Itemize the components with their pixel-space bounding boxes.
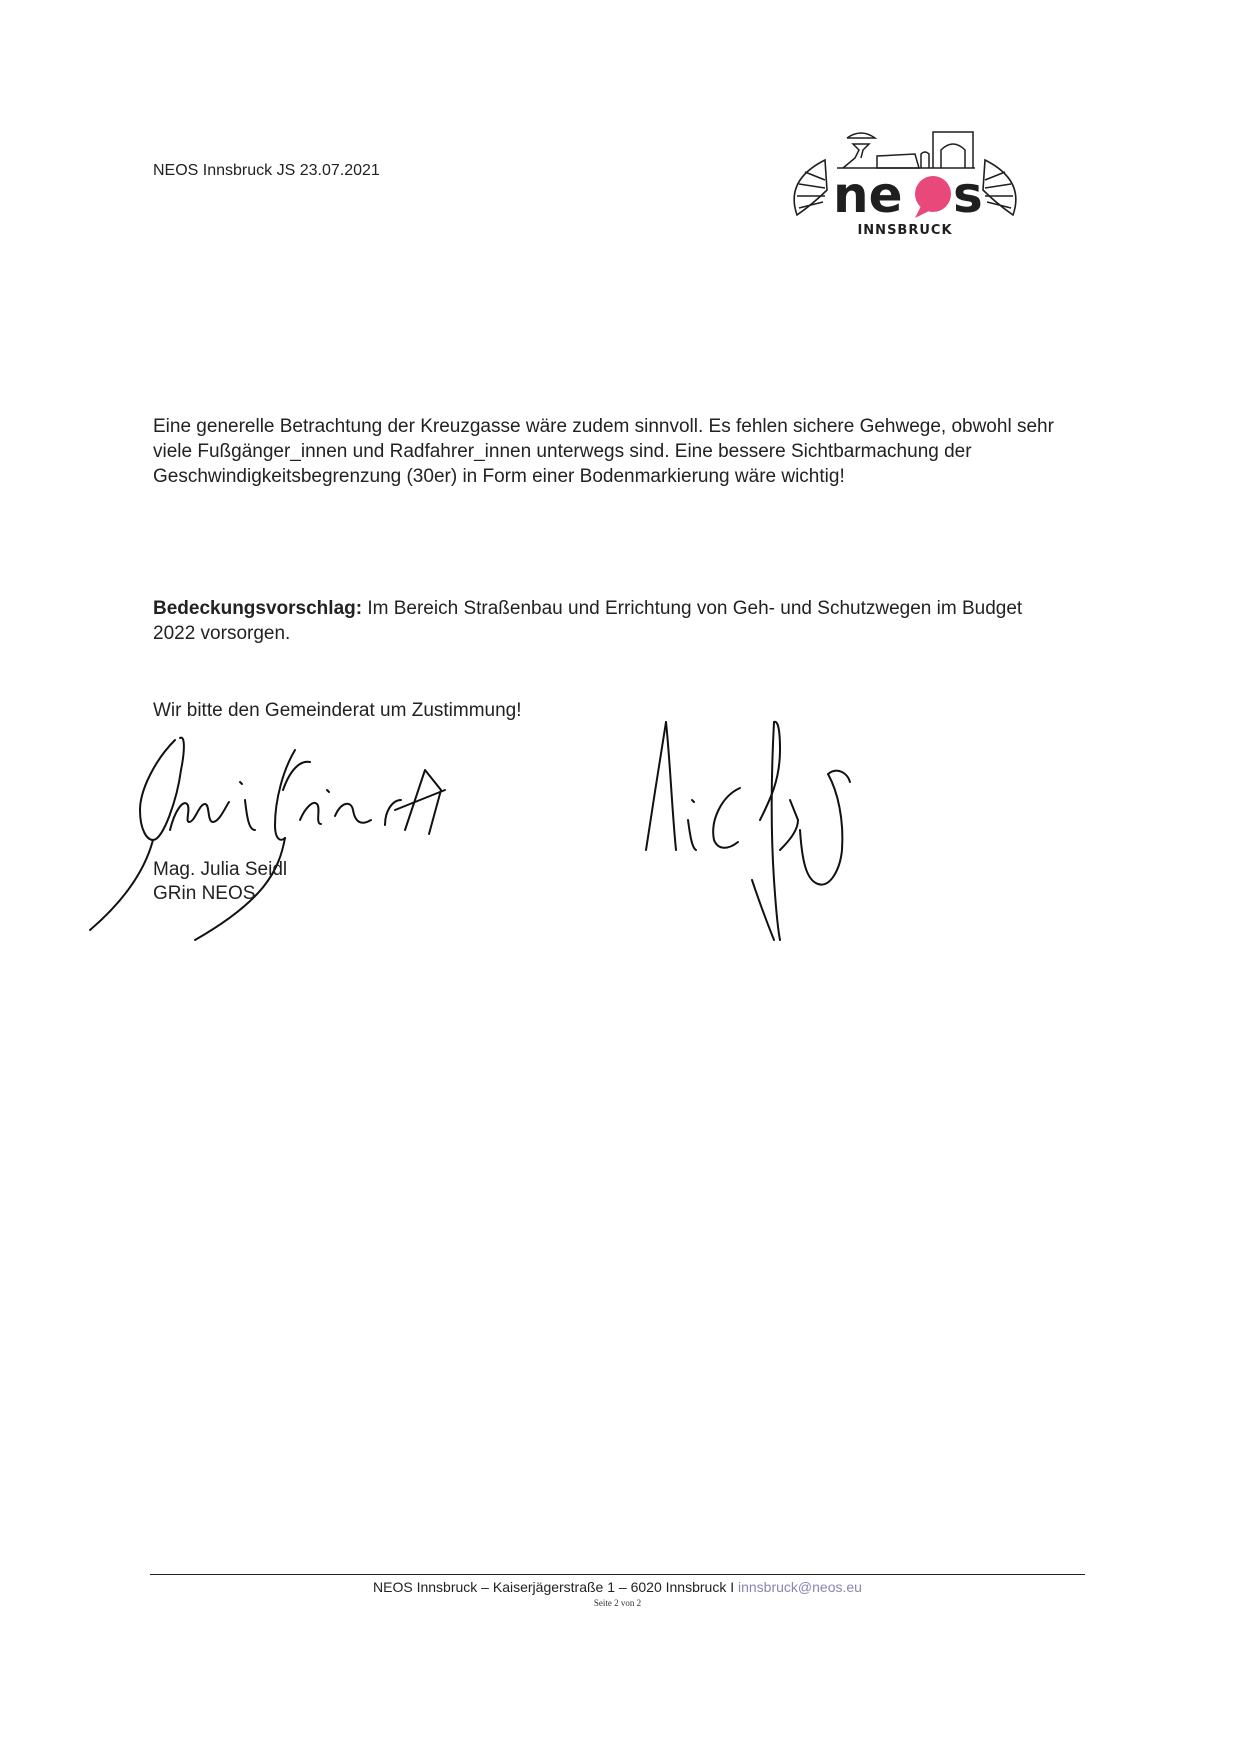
neos-innsbruck-logo bbox=[785, 120, 1025, 250]
paragraph-line: viele Fußgänger_innen und Radfahrer_innen unterwegs sind. Eine bessere Sichtbarmachung der bbox=[153, 441, 972, 462]
body-paragraph bbox=[153, 414, 1083, 489]
right-wing-icon bbox=[983, 160, 1016, 215]
signer-title: GRin NEOS bbox=[153, 883, 256, 904]
coverage-proposal bbox=[153, 596, 1083, 646]
paragraph-line: Geschwindigkeitsbegrenzung (30er) in Form einer Bodenmarkierung wäre wichtig! bbox=[153, 466, 845, 487]
footer-address-text: NEOS Innsbruck – Kaiserjägerstraße 1 – 6020 Innsbruck I bbox=[373, 1579, 738, 1595]
coverage-line-1 bbox=[153, 596, 1083, 621]
document-reference: NEOS Innsbruck JS 23.07.2021 bbox=[153, 162, 380, 179]
coverage-label: Bedeckungsvorschlag: bbox=[153, 598, 363, 619]
paragraph-line: Eine generelle Betrachtung der Kreuzgasse wäre zudem sinnvoll. Es fehlen sichere Gehwege, obwohl sehr bbox=[153, 416, 1054, 437]
footer-address bbox=[150, 1579, 1085, 1595]
left-wing-icon bbox=[794, 160, 827, 215]
signer-block bbox=[153, 858, 287, 906]
signer-name: Mag. Julia Seidl bbox=[153, 859, 288, 880]
speech-bubble-icon bbox=[915, 176, 951, 218]
logo-subtitle: INNSBRUCK bbox=[857, 223, 953, 238]
footer-email-link[interactable]: innsbruck@neos.eu bbox=[738, 1579, 862, 1595]
coverage-text: Im Bereich Straßenbau und Errichtung von Geh- und Schutzwegen im Budget bbox=[362, 598, 1023, 619]
skyline-icon bbox=[837, 132, 975, 168]
signature-second bbox=[630, 700, 940, 950]
signature-seidl bbox=[85, 730, 455, 950]
coverage-line-2: 2022 vorsorgen. bbox=[153, 623, 291, 644]
page-number: Seite 2 von 2 bbox=[593, 1598, 642, 1608]
closing-request: Wir bitte den Gemeinderat um Zustimmung! bbox=[153, 700, 522, 721]
logo-wordmark-ne: ne bbox=[833, 166, 903, 224]
footer-divider bbox=[150, 1574, 1085, 1575]
logo-wordmark-s: s bbox=[953, 166, 983, 224]
